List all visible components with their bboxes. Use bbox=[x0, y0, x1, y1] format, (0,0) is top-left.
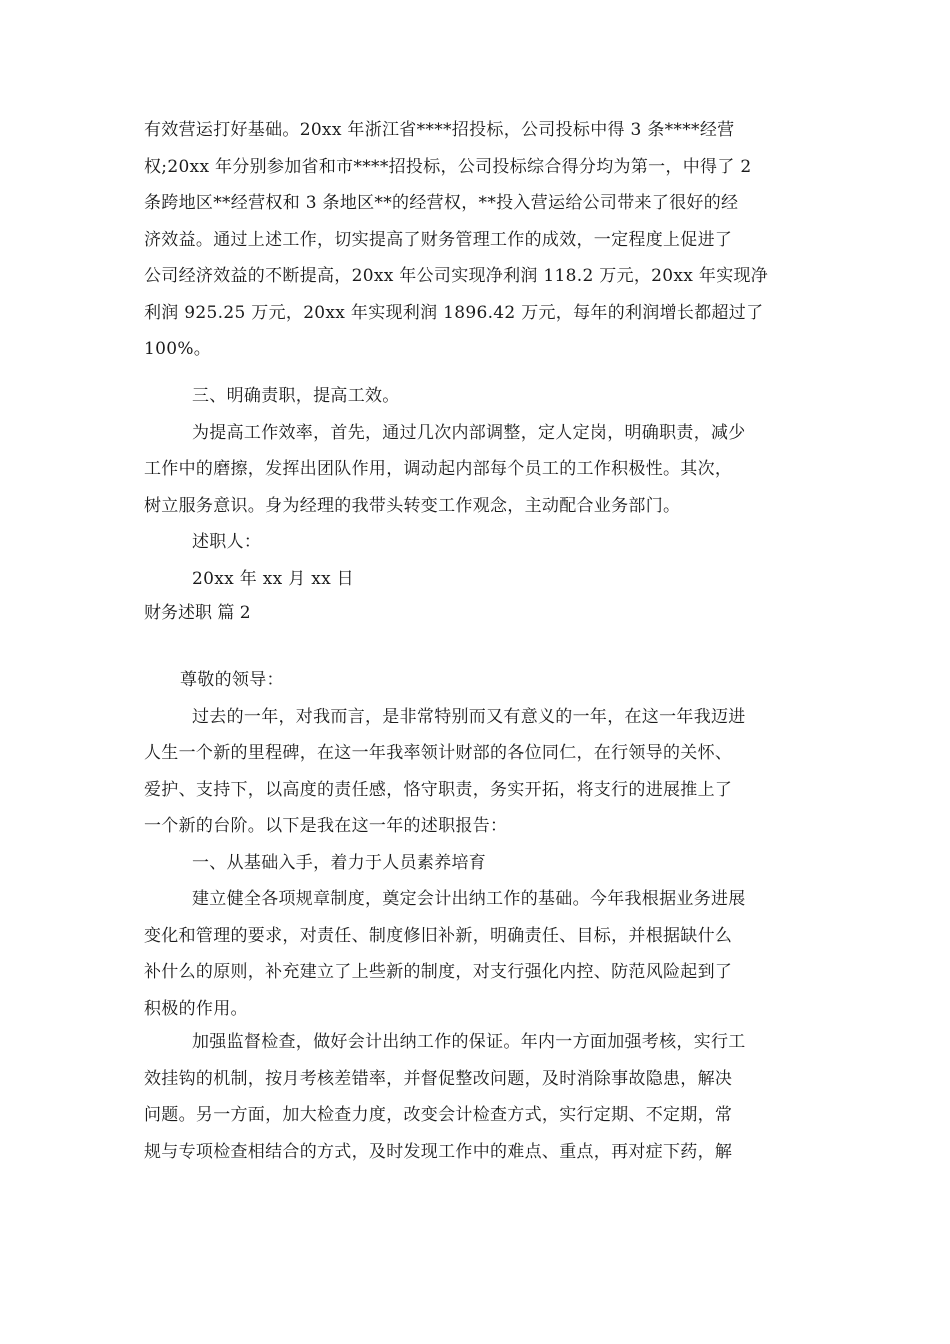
text-line: 100%。 bbox=[144, 339, 212, 359]
text-line: 权;20xx 年分别参加省和市****招投标，公司投标综合得分均为第一，中得了 2 bbox=[144, 156, 752, 177]
text-line: 建立健全各项规章制度，奠定会计出纳工作的基础。今年我根据业务进展 bbox=[192, 889, 746, 909]
text-line: 有效营运打好基础。20xx 年浙江省****招投标，公司投标中得 3 条****经营 bbox=[144, 120, 735, 140]
report-date: 20xx 年 xx 月 xx 日 bbox=[192, 568, 354, 589]
text-line: 利润 925.25 万元，20xx 年实现利润 1896.42 万元，每年的利润增长都超过了 bbox=[144, 302, 764, 323]
text-line: 效挂钩的机制，按月考核差错率，并督促整改问题，及时消除事故隐患，解决 bbox=[144, 1068, 733, 1089]
intro-section bbox=[144, 662, 804, 1027]
text-line: 积极的作用。 bbox=[144, 998, 248, 1019]
text-line: 公司经济效益的不断提高，20xx 年公司实现净利润 118.2 万元，20xx 年实现净 bbox=[144, 266, 769, 286]
signer-label: 述职人： bbox=[192, 532, 262, 552]
salutation: 尊敬的领导： bbox=[180, 670, 284, 690]
text-line: 人生一个新的里程碑，在这一年我率领计财部的各位同仁，在行领导的关怀、 bbox=[144, 743, 733, 763]
text-line: 树立服务意识。身为经理的我带头转变工作观念，主动配合业务部门。 bbox=[144, 495, 681, 516]
supervision-paragraph bbox=[144, 1024, 804, 1170]
text-line: 工作中的磨擦，发挥出团队作用，调动起内部每个员工的工作积极性。其次， bbox=[144, 459, 733, 479]
section-title: 一、从基础入手，着力于人员素养培育 bbox=[192, 852, 487, 873]
text-line: 变化和管理的要求，对责任、制度修旧补新，明确责任、目标，并根据缺什么 bbox=[144, 925, 733, 946]
text-line: 条跨地区**经营权和 3 条地区**的经营权，**投入营运给公司带来了很好的经 bbox=[144, 193, 739, 213]
text-line: 一个新的台阶。以下是我在这一年的述职报告： bbox=[144, 816, 508, 836]
text-line: 加强监督检查，做好会计出纳工作的保证。年内一方面加强考核，实行工 bbox=[192, 1032, 746, 1052]
text-line: 补什么的原则，补充建立了上些新的制度，对支行强化内控、防范风险起到了 bbox=[144, 962, 733, 982]
text-line: 过去的一年，对我而言，是非常特别而又有意义的一年，在这一年我迈进 bbox=[192, 706, 746, 727]
profit-paragraph bbox=[144, 112, 804, 368]
text-line: 为提高工作效率，首先，通过几次内部调整，定人定岗，明确职责，减少 bbox=[192, 422, 746, 443]
text-line: 规与专项检查相结合的方式，及时发现工作中的难点、重点，再对症下药，解 bbox=[144, 1141, 733, 1162]
text-line: 济效益。通过上述工作，切实提高了财务管理工作的成效，一定程度上促进了 bbox=[144, 229, 733, 250]
text-line: 问题。另一方面，加大检查力度，改变会计检查方式，实行定期、不定期，常 bbox=[144, 1105, 733, 1125]
text-line: 爱护、支持下，以高度的责任感，恪守职责，务实开拓，将支行的进展推上了 bbox=[144, 779, 733, 800]
document-heading: 财务述职 篇 2 bbox=[144, 603, 251, 623]
section-title: 三、明确责职，提高工效。 bbox=[192, 386, 400, 406]
section-3 bbox=[144, 378, 804, 597]
